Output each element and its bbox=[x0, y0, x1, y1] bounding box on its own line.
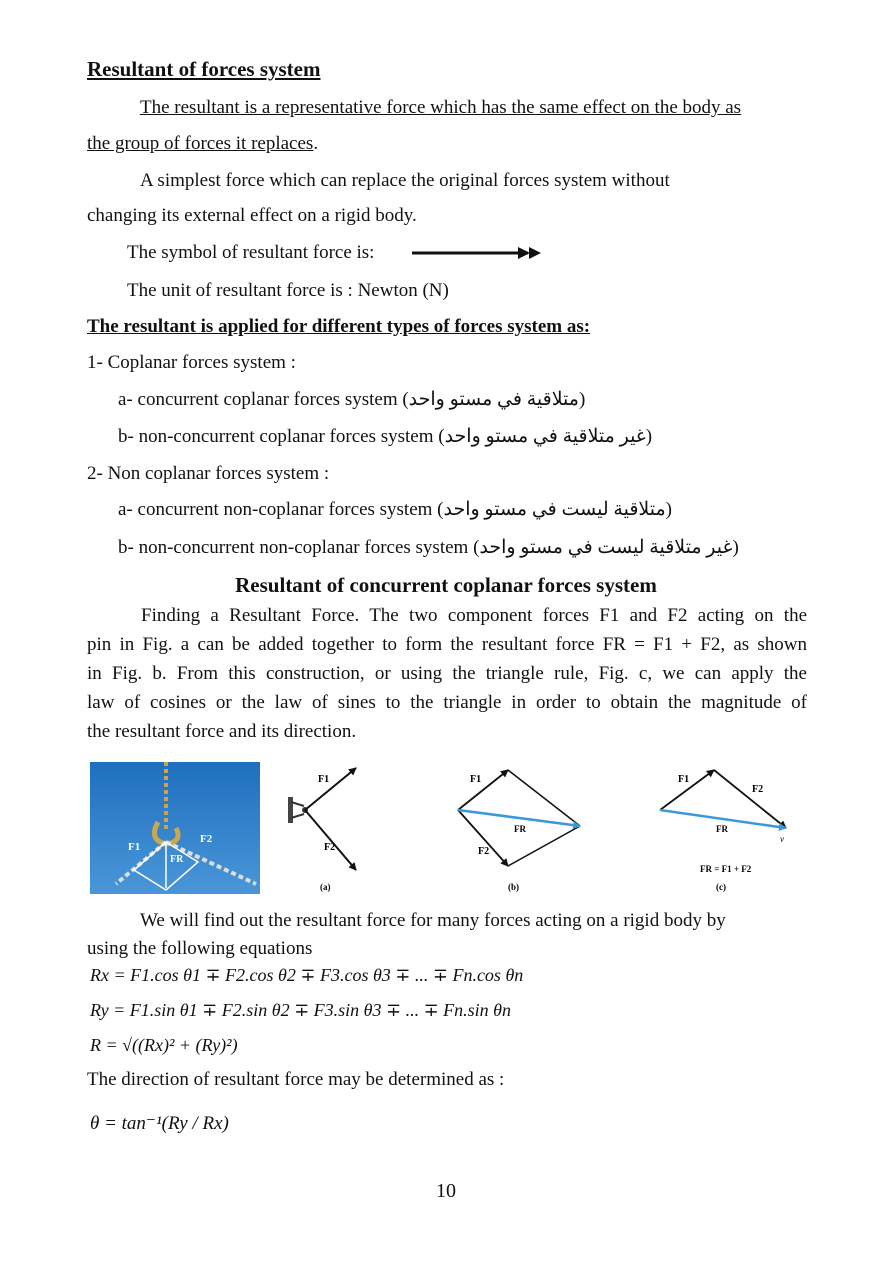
figure-b bbox=[458, 770, 580, 892]
hook-chain-photo bbox=[90, 762, 260, 894]
type-item-2a: a- concurrent non-coplanar forces system (متلاقية ليست في مستو واحد) bbox=[118, 499, 672, 520]
type-item-1b: b- non-concurrent coplanar forces system (غير متلاقية في مستو واحد) bbox=[118, 426, 653, 447]
type-item-1a: a- concurrent coplanar forces system (متلاقية في مستو واحد) bbox=[118, 389, 586, 410]
fig-a-caption: (a) bbox=[320, 882, 331, 892]
fig-c-label-f2: F2 bbox=[752, 784, 764, 795]
definition-line-2: the group of forces it replaces. bbox=[87, 133, 319, 154]
unit-text: The unit of resultant force is : Newton (N) bbox=[127, 280, 449, 301]
equations-intro-line-1: We will find out the resultant force for many forces acting on a rigid body by bbox=[140, 910, 726, 931]
direction-text: The direction of resultant force may be determined as : bbox=[87, 1069, 505, 1090]
section-title-resultant: Resultant of forces system bbox=[87, 57, 321, 81]
equation-ry: Ry = F1.sin θ1 ∓ F2.sin θ2 ∓ F3.sin θ3 ∓ ... ∓ Fn.sin θn bbox=[90, 1000, 512, 1020]
photo-label-f2: F2 bbox=[200, 833, 213, 845]
figure-a bbox=[288, 768, 356, 892]
type-item-2: 2- Non coplanar forces system : bbox=[87, 463, 330, 484]
fig-b-label-f2: F2 bbox=[478, 846, 490, 857]
symbol-text: The symbol of resultant force is: bbox=[127, 242, 375, 263]
fig-c-equation: FR = F1 + F2 bbox=[700, 864, 752, 874]
photo-label-fr: FR bbox=[170, 854, 184, 865]
section-title-concurrent: Resultant of concurrent coplanar forces system bbox=[235, 573, 657, 597]
resultant-figure bbox=[88, 762, 808, 897]
fig-a-label-f1: F1 bbox=[318, 774, 330, 785]
fig-b-caption: (b) bbox=[508, 882, 519, 892]
figure-c bbox=[660, 770, 786, 892]
simple-force-line-2: changing its external effect on a rigid body. bbox=[87, 205, 417, 226]
paragraph-line-2: pin in Fig. a can be added together to form the resultant force FR = F1 + F2, as shown bbox=[87, 634, 807, 655]
paragraph-line-1: Finding a Resultant Force. The two component forces F1 and F2 acting on the bbox=[141, 605, 807, 626]
paragraph-line-5: the resultant force and its direction. bbox=[87, 721, 357, 742]
type-item-2b: b- non-concurrent non-coplanar forces system (غير متلاقية ليست في مستو واحد) bbox=[118, 537, 739, 558]
equation-r: R = √((Rx)² + (Ry)²) bbox=[90, 1035, 238, 1055]
equation-theta: θ = tan⁻¹(Ry / Rx) bbox=[90, 1113, 229, 1134]
simple-force-line-1: A simplest force which can replace the original forces system without bbox=[140, 170, 670, 191]
page-number: 10 bbox=[436, 1180, 456, 1202]
fig-c-label-fr: FR bbox=[716, 824, 728, 834]
resultant-symbol-arrow-icon bbox=[410, 245, 545, 261]
type-item-1: 1- Coplanar forces system : bbox=[87, 352, 296, 373]
fig-c-caption: (c) bbox=[716, 882, 726, 892]
equations-intro-line-2: using the following equations bbox=[87, 938, 313, 959]
fig-c-label-v: v bbox=[780, 834, 784, 844]
fig-a-label-f2: F2 bbox=[324, 842, 336, 853]
fig-c-label-f1: F1 bbox=[678, 774, 690, 785]
fig-b-label-f1: F1 bbox=[470, 774, 482, 785]
definition-line-1: The resultant is a representative force which has the same effect on the body as bbox=[140, 97, 742, 118]
paragraph-line-4: law of cosines or the law of sines to the triangle in order to obtain the magnitude of bbox=[87, 692, 807, 713]
fig-b-label-fr: FR bbox=[514, 824, 526, 834]
types-heading: The resultant is applied for different types of forces system as: bbox=[87, 316, 591, 337]
paragraph-line-3: in Fig. b. From this construction, or using the triangle rule, Fig. c, we can apply the bbox=[87, 663, 807, 684]
equation-rx: Rx = F1.cos θ1 ∓ F2.cos θ2 ∓ F3.cos θ3 ∓ ... ∓ Fn.cos θn bbox=[90, 965, 524, 985]
photo-label-f1: F1 bbox=[128, 841, 141, 853]
